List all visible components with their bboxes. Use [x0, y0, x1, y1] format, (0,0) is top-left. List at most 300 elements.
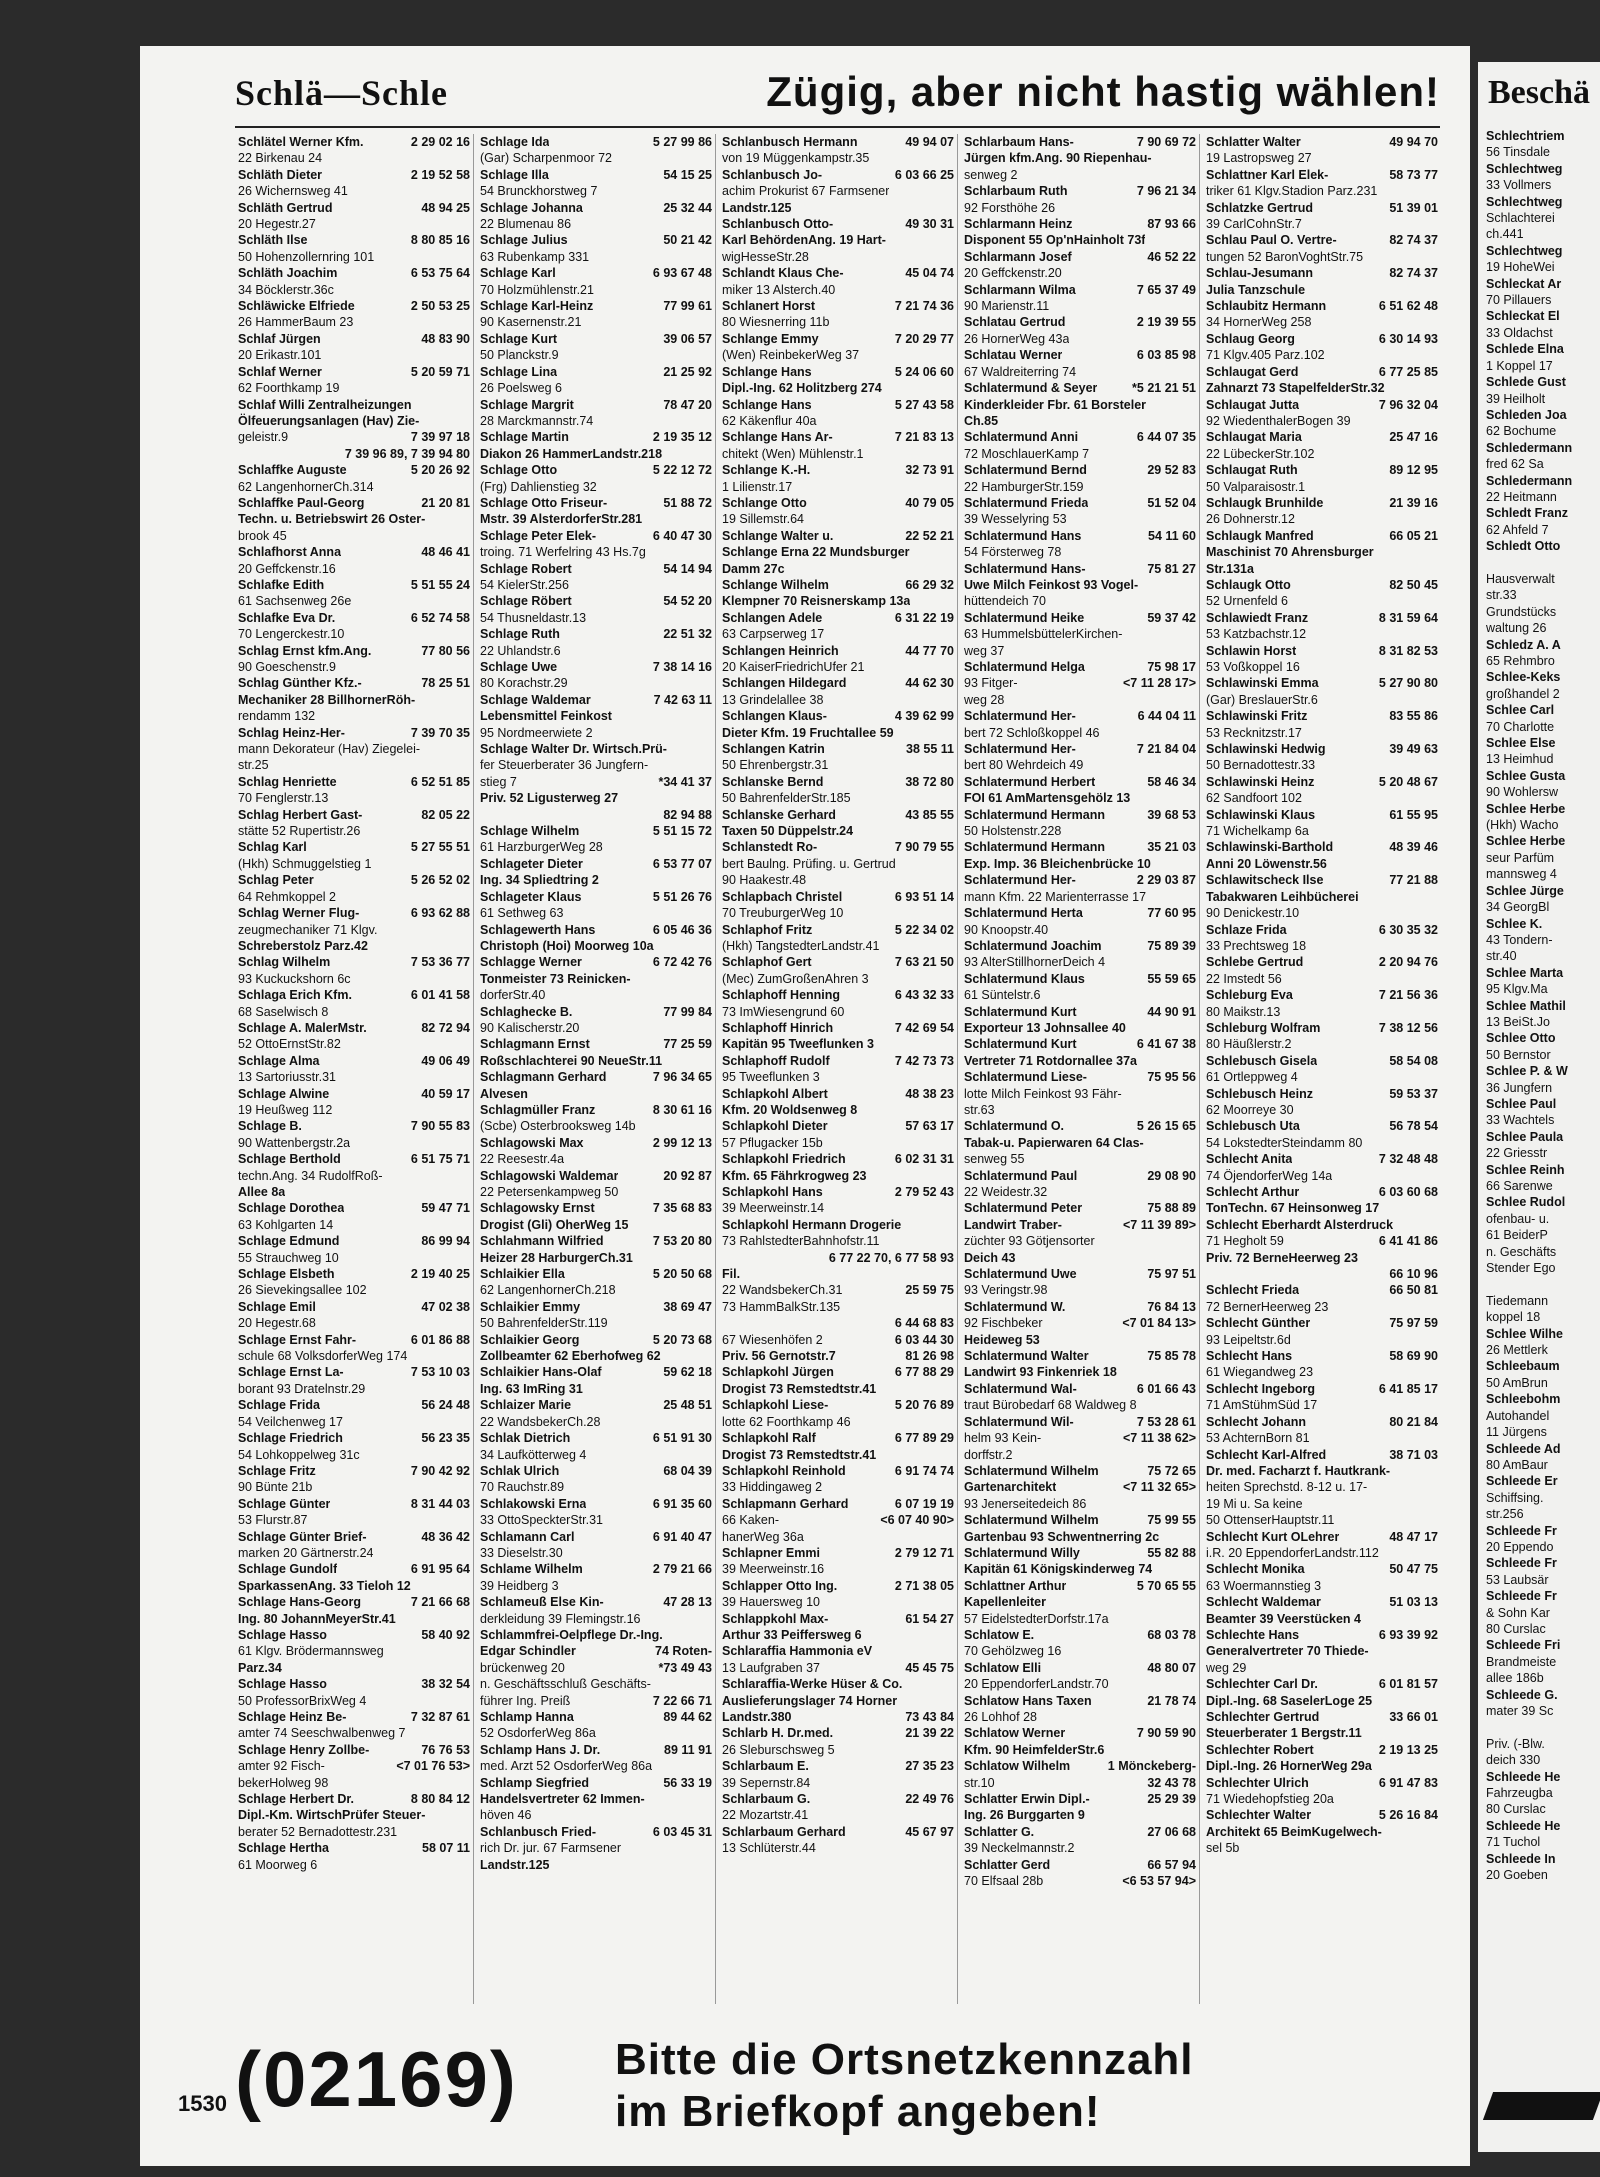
- listing-phone: 89 44 62: [663, 1710, 712, 1724]
- listing-phone: 89 12 95: [1389, 463, 1438, 478]
- listing-entry: [1203, 1086, 1441, 1102]
- adjacent-listing-line: 53 Laubsär: [1486, 1572, 1549, 1587]
- listing-phone: 7 90 55 83: [410, 1119, 470, 1134]
- listing-name: 70 Rauchstr.89: [480, 1480, 565, 1495]
- listing-entry: [477, 889, 715, 905]
- listing-phone: [950, 1069, 954, 1085]
- listing-entry: [235, 1824, 473, 1840]
- listing-name: Schlage Ernst Fahr-: [238, 1332, 357, 1347]
- listing-phone: 8 31 44 03: [410, 1496, 470, 1511]
- listing-name: Schlatermund Willy: [964, 1545, 1080, 1560]
- listing-entry: [719, 872, 957, 888]
- listing-phone: [708, 1020, 712, 1036]
- listing-phone: 50 47 75: [1389, 1562, 1438, 1577]
- listing-entry: [1203, 1102, 1441, 1118]
- listing-phone: [1434, 1758, 1438, 1774]
- listing-name: 80 Maikstr.13: [1206, 1004, 1281, 1019]
- listing-name: Ing. 34 Spliedtring 2: [480, 873, 599, 888]
- listing-entry: [719, 1807, 957, 1823]
- listing-phone: [708, 971, 712, 987]
- adjacent-listing-line: koppel 18: [1486, 1310, 1541, 1325]
- listing-entry: [235, 380, 473, 396]
- listing-entry: [719, 1315, 957, 1331]
- listing-phone: <6 07 40 90>: [880, 1513, 954, 1528]
- listing-entry: [235, 659, 473, 675]
- page-range-heading: Schlä—Schle: [235, 73, 449, 113]
- listing-entry: [961, 725, 1199, 741]
- listing-phone: 6 30 14 93: [1378, 331, 1438, 346]
- listing-entry: [719, 314, 957, 330]
- listing-phone: 35 21 03: [1147, 840, 1196, 855]
- listing-phone: [1192, 823, 1196, 839]
- listing-phone: [1434, 544, 1438, 560]
- listing-phone: 6 41 85 17: [1378, 1381, 1438, 1396]
- listing-phone: [708, 1414, 712, 1430]
- listing-phone: [950, 905, 954, 921]
- listing-name: Heideweg 53: [964, 1332, 1040, 1347]
- listing-entry: [477, 1233, 715, 1249]
- listing-phone: [708, 839, 712, 855]
- listing-entry: [961, 610, 1199, 626]
- listing-name: 93 AlterStillhornerDeich 4: [964, 955, 1106, 970]
- listing-name: Schlaug Georg: [1206, 331, 1295, 346]
- listing-entry: [1203, 183, 1441, 199]
- listing-phone: 82 94 88: [663, 807, 712, 822]
- listing-phone: [708, 1857, 712, 1873]
- listing-name: Schlahmann Wilfried: [480, 1234, 604, 1249]
- listing-phone: 46 52 22: [1147, 249, 1196, 264]
- listing-entry: [477, 1168, 715, 1184]
- adjacent-listing-line: 26 Mettlerk: [1486, 1343, 1548, 1358]
- listing-entry: [1203, 446, 1441, 462]
- listing-entry: [1203, 1381, 1441, 1397]
- listing-phone: [466, 790, 470, 806]
- listing-name: Schlageter Klaus: [480, 889, 582, 904]
- listing-phone: 7 32 48 48: [1378, 1152, 1438, 1167]
- listing-name: 62 LangenhornerCh.218: [480, 1283, 616, 1298]
- listing-phone: 21 20 81: [421, 495, 470, 510]
- listing-name: 67 Waldreiterring 74: [964, 364, 1077, 379]
- listing-column-5: [1203, 134, 1441, 2004]
- listing-name: 71 Wiedehopfstieg 20a: [1206, 1792, 1334, 1807]
- listing-name: Schlaphoff Rudolf: [722, 1053, 830, 1068]
- listing-name: 61 Ortleppweg 4: [1206, 1070, 1298, 1085]
- listing-phone: 5 51 26 76: [652, 889, 712, 904]
- listing-phone: 59 37 42: [1147, 610, 1196, 625]
- listing-phone: 75 97 59: [1389, 1316, 1438, 1331]
- listing-entry: [477, 675, 715, 691]
- listing-entry: [961, 741, 1199, 757]
- listing-phone: [1434, 1824, 1438, 1840]
- listing-name: FOI 61 AmMartensgehölz 13: [964, 791, 1131, 806]
- listing-phone: [708, 905, 712, 921]
- listing-entry: [719, 1102, 957, 1118]
- listing-name: Schlaugat Jutta: [1206, 397, 1300, 412]
- listing-entry: [961, 1348, 1199, 1364]
- listing-entry: [477, 1824, 715, 1840]
- listing-name: Schlaffke Auguste: [238, 463, 347, 478]
- listing-name: Schlage Elsbeth: [238, 1267, 335, 1282]
- listing-name: Schlapper Otto Ing.: [722, 1578, 838, 1593]
- listing-phone: [950, 1807, 954, 1823]
- listing-entry: [235, 462, 473, 478]
- listing-entry: [235, 1102, 473, 1118]
- listing-name: str.25: [238, 758, 269, 773]
- listing-phone: 6 40 47 30: [652, 528, 712, 543]
- listing-name: Schlage Ida: [480, 135, 550, 149]
- listing-phone: [950, 1742, 954, 1758]
- listing-entry: [235, 1611, 473, 1627]
- listing-phone: [466, 1250, 470, 1266]
- adjacent-listing-line: Schlachterei: [1486, 211, 1555, 226]
- listing-name: (Scbe) Osterbrooksweg 14b: [480, 1119, 636, 1134]
- listing-entry: [1203, 331, 1441, 347]
- listing-phone: [950, 856, 954, 872]
- listing-name: 62 LangenhornerCh.314: [238, 479, 374, 494]
- listing-entry: [477, 725, 715, 741]
- listing-name: 71 Hegholt 59: [1206, 1234, 1284, 1249]
- listing-phone: [708, 150, 712, 166]
- listing-name: Schlaikier Hans-Olaf: [480, 1365, 602, 1380]
- listing-phone: 32 43 78: [1147, 1775, 1196, 1790]
- listing-phone: [1434, 1430, 1438, 1446]
- listing-name: 22 Reesestr.4a: [480, 1152, 565, 1167]
- listing-entry: [477, 331, 715, 347]
- listing-phone: [1434, 380, 1438, 396]
- listing-name: 20 KaiserFriedrichUfer 21: [722, 660, 865, 674]
- listing-phone: 2 20 94 76: [1378, 955, 1438, 970]
- listing-entry: [719, 1578, 957, 1594]
- listing-phone: [466, 1004, 470, 1020]
- adjacent-listing-line: Schleede In: [1486, 1851, 1556, 1866]
- listing-phone: [466, 708, 470, 724]
- adjacent-listing-line: 66 Sarenwe: [1486, 1179, 1553, 1193]
- listing-entry: [1203, 364, 1441, 380]
- listing-name: 63 Carpserweg 17: [722, 627, 825, 642]
- listing-name: mann Dekorateur (Hav) Ziegelei-: [238, 742, 421, 757]
- listing-phone: 40 59 17: [421, 1086, 470, 1101]
- listing-entry: [719, 1791, 957, 1807]
- listing-name: rich Dr. jur. 67 Farmsener: [480, 1841, 622, 1856]
- listing-name: Schlage Illa: [480, 167, 549, 182]
- listing-phone: 7 21 84 04: [1136, 742, 1196, 757]
- listing-phone: 38 72 80: [905, 774, 954, 789]
- listing-entry: [477, 1725, 715, 1741]
- listing-entry: [477, 1627, 715, 1643]
- listing-phone: 56 23 35: [421, 1431, 470, 1446]
- listing-name: 26 Sievekingsallee 102: [238, 1283, 367, 1298]
- listing-phone: [950, 347, 954, 363]
- listing-entry: [961, 429, 1199, 445]
- listing-name: 54 Försterweg 78: [964, 545, 1062, 560]
- listing-entry: [719, 495, 957, 511]
- listing-phone: 47 28 13: [663, 1595, 712, 1610]
- listing-phone: 49 94 70: [1389, 135, 1438, 149]
- listing-name: Schlange Walter u.: [722, 528, 834, 543]
- listing-phone: [1434, 1200, 1438, 1216]
- listing-entry: [235, 1364, 473, 1380]
- listing-name: Schlaugat Ruth: [1206, 463, 1298, 478]
- listing-entry: [961, 1693, 1199, 1709]
- listing-entry: [477, 1053, 715, 1069]
- listing-entry: [719, 708, 957, 724]
- listing-entry: [961, 1479, 1199, 1495]
- listing-entry: [719, 183, 957, 199]
- adjacent-listing-line: Schlee P. & W: [1486, 1064, 1568, 1079]
- listing-phone: [466, 249, 470, 265]
- listing-entry: [235, 1693, 473, 1709]
- listing-name: Parz.34: [238, 1660, 282, 1675]
- listing-name: Schlaze Frida: [1206, 922, 1287, 937]
- listing-name: Schlagewerth Hans: [480, 922, 596, 937]
- listing-phone: [1434, 282, 1438, 298]
- adjacent-listing-line: [1486, 1276, 1600, 1292]
- listing-entry: [477, 626, 715, 642]
- listing-entry: [477, 364, 715, 380]
- listing-entry: [961, 1627, 1199, 1643]
- listing-entry: [961, 1036, 1199, 1052]
- listing-entry: [719, 1693, 957, 1709]
- listing-name: Julia Tanzschule: [1206, 282, 1306, 297]
- listing-entry: [477, 938, 715, 954]
- adjacent-listing-line: Schleede Er: [1486, 1474, 1558, 1489]
- listing-name: 68 Saselwisch 8: [238, 1004, 329, 1019]
- listing-name: Schlatermund Frieda: [964, 495, 1089, 510]
- listing-phone: [950, 757, 954, 773]
- listing-entry: [235, 1004, 473, 1020]
- listing-phone: [950, 823, 954, 839]
- listing-entry: [719, 577, 957, 593]
- listing-name: Ölfeuerungsanlagen (Hav) Zie-: [238, 413, 420, 428]
- listing-name: 20 Geffckenstr.16: [238, 561, 336, 576]
- listing-phone: 7 90 79 55: [894, 840, 954, 855]
- listing-phone: 6 91 95 64: [410, 1562, 470, 1577]
- listing-name: Schlanbusch Otto-: [722, 217, 834, 232]
- listing-name: 92 Fischbeker: [964, 1316, 1043, 1331]
- listing-name: Schlatermund Peter: [964, 1201, 1083, 1216]
- listing-phone: [708, 1512, 712, 1528]
- listing-name: Schlaizer Marie: [480, 1398, 572, 1413]
- listing-phone: [708, 446, 712, 462]
- listing-entry: [961, 1020, 1199, 1036]
- listing-entry: [961, 593, 1199, 609]
- listing-entry: [719, 741, 957, 757]
- listing-phone: [466, 1578, 470, 1594]
- listing-name: bert 80 Wehrdeich 49: [964, 758, 1084, 773]
- listing-phone: 22 51 32: [663, 627, 712, 642]
- listing-entry: [235, 1299, 473, 1315]
- listing-phone: 32 73 91: [905, 463, 954, 478]
- footer-advertisement: [235, 2026, 1440, 2146]
- listing-name: 26 Lohhof 28: [964, 1710, 1037, 1724]
- listing-name: triker 61 Klgv.Stadion Parz.231: [1206, 184, 1378, 199]
- listing-name: 33 Dieselstr.30: [480, 1545, 563, 1560]
- listing-entry: [477, 1430, 715, 1446]
- listing-name: Schlecht Eberhardt Alsterdruck: [1206, 1217, 1394, 1232]
- adjacent-listing-line: Schledt Franz: [1486, 506, 1568, 521]
- listing-name: Schlarbaum Hans-: [964, 135, 1074, 149]
- listing-phone: [950, 1529, 954, 1545]
- adjacent-listing-line: 36 Jungfern: [1486, 1080, 1553, 1095]
- listing-phone: [950, 1627, 954, 1643]
- listing-entry: [1203, 1660, 1441, 1676]
- listing-entry: [477, 167, 715, 183]
- listing-name: Arthur 33 Peiffersweg 6: [722, 1627, 862, 1642]
- listing-name: Generalvertreter 70 Thiede-: [1206, 1644, 1369, 1659]
- listing-name: Schlandt Klaus Che-: [722, 266, 844, 281]
- listing-phone: 66 10 96: [1389, 1267, 1438, 1282]
- listing-name: marken 20 Gärtnerstr.24: [238, 1545, 374, 1560]
- listing-name: 50 ProfessorBrixWeg 4: [238, 1693, 367, 1708]
- listing-name: 90 Kalischerstr.20: [480, 1020, 580, 1035]
- listing-name: TonTechn. 67 Heinsonweg 17: [1206, 1201, 1380, 1216]
- listing-name: Schlame Wilhelm: [480, 1562, 583, 1577]
- listing-phone: 75 98 17: [1147, 660, 1196, 674]
- ad-line-1: Bitte die Ortsnetzkennzahl: [615, 2035, 1194, 2084]
- listing-phone: [708, 282, 712, 298]
- listing-entry: [235, 643, 473, 659]
- listing-entry: [961, 1381, 1199, 1397]
- listing-name: fer Steuerberater 36 Jungfern-: [480, 758, 649, 773]
- listing-name: 19 Heußweg 112: [238, 1102, 333, 1117]
- listing-phone: [1434, 561, 1438, 577]
- listing-column-3: [719, 134, 958, 2004]
- listing-name: 73 HammBalkStr.135: [722, 1299, 841, 1314]
- listing-entry: [719, 725, 957, 741]
- listing-name: 26 HammerBaum 23: [238, 315, 354, 330]
- listing-phone: [1434, 347, 1438, 363]
- listing-name: Schlage Otto Friseur-: [480, 495, 608, 510]
- listing-name: Schlage Lina: [480, 364, 558, 379]
- listing-phone: [466, 741, 470, 757]
- listing-name: dorferStr.40: [480, 988, 546, 1003]
- adjacent-listing-line: Schlee Marta: [1486, 965, 1564, 980]
- listing-phone: [1192, 987, 1196, 1003]
- listing-phone: 7 38 12 56: [1378, 1020, 1438, 1035]
- listing-entry: [235, 1217, 473, 1233]
- adjacent-listing-line: 43 Tondern-: [1486, 932, 1553, 947]
- listing-entry: [235, 1184, 473, 1200]
- listing-phone: [1434, 249, 1438, 265]
- adjacent-listing-line: n. Geschäfts: [1486, 1244, 1557, 1259]
- listing-phone: 5 51 15 72: [652, 824, 712, 839]
- listing-entry: [719, 1397, 957, 1413]
- listing-name: Schlanske Gerhard: [722, 807, 836, 822]
- listing-phone: [950, 200, 954, 216]
- listing-entry: [1203, 790, 1441, 806]
- listing-phone: 38 32 54: [421, 1677, 470, 1692]
- listing-phone: 77 99 84: [663, 1004, 712, 1019]
- adjacent-listing-line: Fahrzeugba: [1486, 1786, 1553, 1801]
- listing-phone: [1192, 397, 1196, 413]
- listing-phone: [466, 1135, 470, 1151]
- adjacent-listing-line: Schlechtweg: [1486, 194, 1563, 209]
- listing-phone: 78 47 20: [663, 397, 712, 412]
- listing-phone: 55 59 65: [1147, 971, 1196, 986]
- listing-name: Klempner 70 Reisnerskamp 13a: [722, 594, 911, 609]
- listing-entry: [477, 1578, 715, 1594]
- listing-entry: [1203, 1151, 1441, 1167]
- listing-phone: [1192, 544, 1196, 560]
- listing-phone: 6 52 51 85: [410, 774, 470, 789]
- listing-name: Schlakowski Erna: [480, 1496, 587, 1511]
- listing-phone: 2 71 38 05: [894, 1578, 954, 1593]
- listing-entry: [235, 1660, 473, 1676]
- listing-entry: [1203, 708, 1441, 724]
- listing-name: Schlangen Hildegard: [722, 676, 847, 691]
- listing-name: Schlaffke Paul-Georg: [238, 495, 365, 510]
- listing-phone: [1434, 757, 1438, 773]
- listing-name: Tonmeister 73 Reinicken-: [480, 971, 631, 986]
- listing-entry: [477, 134, 715, 150]
- listing-phone: 58 40 92: [421, 1627, 470, 1642]
- listing-name: Schlau Paul O. Vertre-: [1206, 233, 1337, 248]
- listing-entry: [1203, 1414, 1441, 1430]
- listing-entry: [961, 364, 1199, 380]
- listing-name: 33 Hiddingaweg 2: [722, 1480, 823, 1495]
- listing-name: Ch.85: [964, 413, 999, 428]
- listing-name: von 19 Müggenkampstr.35: [722, 151, 870, 166]
- adjacent-listing-line: Schleckat Ar: [1486, 276, 1562, 291]
- listing-entry: [477, 774, 715, 790]
- listing-name: Schlafhorst Anna: [238, 545, 342, 560]
- listing-phone: [1434, 1611, 1438, 1627]
- listing-entry: [477, 1529, 715, 1545]
- listing-name: 19 Lastropsweg 27: [1206, 151, 1312, 166]
- listing-phone: [708, 1840, 712, 1856]
- listing-phone: 7 39 97 18: [410, 430, 470, 445]
- listing-phone: [950, 1168, 954, 1184]
- listing-entry: [1203, 1611, 1441, 1627]
- listing-entry: [477, 823, 715, 839]
- listing-entry: [1203, 200, 1441, 216]
- listing-name: 54 KielerStr.256: [480, 577, 569, 592]
- listing-name: str.63: [964, 1102, 995, 1117]
- listing-entry: [1203, 544, 1441, 560]
- listing-phone: 6 01 86 88: [410, 1332, 470, 1347]
- listing-entry: [719, 1479, 957, 1495]
- listing-phone: 2 19 35 12: [652, 430, 712, 445]
- listing-phone: 74 Roten-: [655, 1644, 712, 1659]
- listing-phone: [466, 1315, 470, 1331]
- listing-name: berater 52 Bernadottestr.231: [238, 1824, 398, 1839]
- listing-phone: [708, 479, 712, 495]
- listing-entry: [961, 183, 1199, 199]
- listing-name: Schlatermund Liese-: [964, 1070, 1087, 1085]
- listing-phone: [1192, 1529, 1196, 1545]
- adjacent-page-listings: [1486, 128, 1600, 1883]
- listing-entry: [477, 1299, 715, 1315]
- listing-entry: [1203, 1824, 1441, 1840]
- listing-entry: [961, 1742, 1199, 1758]
- listing-entry: [961, 1299, 1199, 1315]
- listing-name: Schlebusch Gisela: [1206, 1053, 1318, 1068]
- listing-phone: [1192, 1282, 1196, 1298]
- listing-entry: [961, 479, 1199, 495]
- listing-entry: [719, 167, 957, 183]
- listing-name: Schlage Waldemar: [480, 692, 591, 707]
- listing-phone: 29 08 90: [1147, 1168, 1196, 1183]
- listing-phone: [708, 216, 712, 232]
- listing-phone: 6 05 46 36: [652, 922, 712, 937]
- listing-name: Schleburg Wolfram: [1206, 1020, 1321, 1035]
- listing-entry: [719, 232, 957, 248]
- listing-phone: [708, 757, 712, 773]
- directory-page: [140, 46, 1470, 2166]
- listing-entry: [719, 1643, 957, 1659]
- listing-entry: [477, 1364, 715, 1380]
- listing-name: Drogist 73 Remstedtstr.41: [722, 1447, 877, 1462]
